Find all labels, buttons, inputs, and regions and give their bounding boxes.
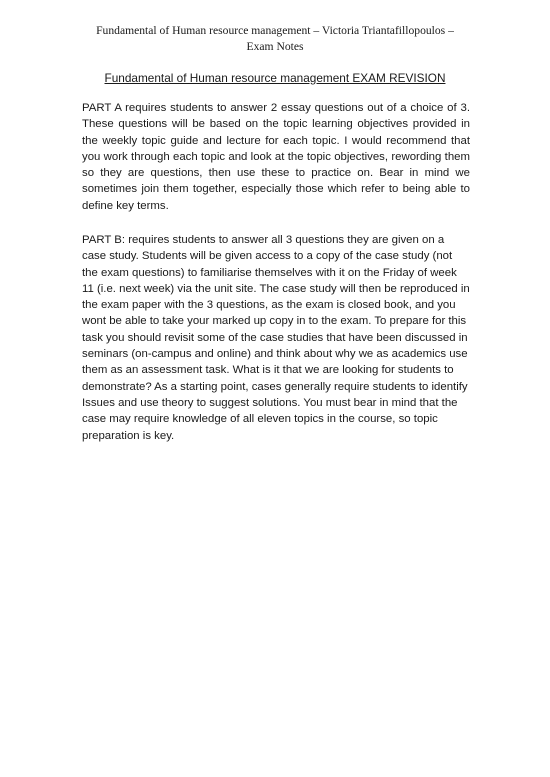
paragraph-part-b: PART B: requires students to answer all 3 questions they are given on a case study. Students will be given access to a copy of the case study (not the exam questions) to familiarise themselves with it on the Friday of week 11 (i.e. next week) via the unit site. The case study will then be reproduced in the exam paper with the 3 questions, as the exam is closed book, and you wont be able to take your marked up copy in to the exam. To prepare for this task you should revisit some of the case studies that have been discussed in seminars (on-campus and online) and think about why we as academics use them as an assessment task. What is it that we are looking for students to demonstrate? As a starting point, cases generally require students to identify Issues and use theory to suggest solutions. You must bear in mind that the case may require knowledge of all eleven topics in the course, so topic preparation is key. — [82, 234, 470, 442]
header-line-2: Exam Notes — [246, 40, 304, 53]
header-line-1: Fundamental of Human resource management – Victoria Triantafillopoulos – — [96, 24, 454, 37]
page-header — [60, 23, 490, 55]
paragraph-part-a: PART A requires students to answer 2 essay questions out of a choice of 3. These questions will be based on the topic learning objectives provided in the weekly topic guide and lecture for each topic. I would recommend that you work through each topic and look at the topic objectives, rewording them so they are questions, then use these to practice on. Bear in mind we sometimes join them together, especially those which refer to being able to define key terms. — [82, 102, 470, 212]
document-title: Fundamental of Human resource management EXAM REVISION — [104, 71, 446, 85]
